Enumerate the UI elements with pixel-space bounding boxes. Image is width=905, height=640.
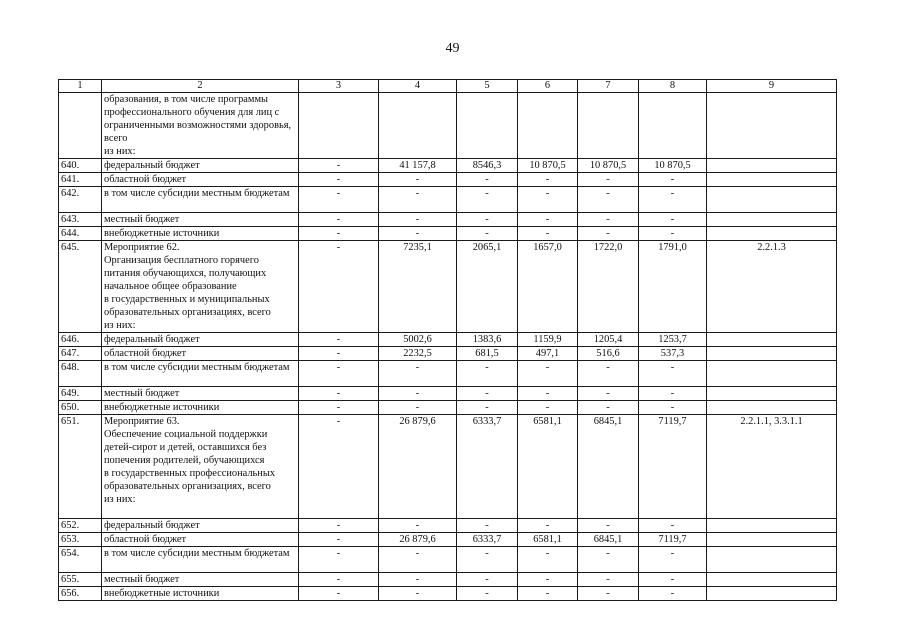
cell-col4: - bbox=[379, 387, 457, 401]
cell-col6: - bbox=[518, 213, 578, 227]
cell-col7: - bbox=[578, 387, 639, 401]
cell-col6: - bbox=[518, 187, 578, 213]
cell-col3: - bbox=[299, 347, 379, 361]
cell-col3: - bbox=[299, 159, 379, 173]
cell-col5: - bbox=[457, 187, 518, 213]
cell-col6: - bbox=[518, 361, 578, 387]
cell-number: 650. bbox=[59, 401, 102, 415]
cell-col9 bbox=[707, 187, 837, 213]
cell-col4: 26 879,6 bbox=[379, 415, 457, 519]
cell-number: 645. bbox=[59, 241, 102, 333]
cell-col9 bbox=[707, 547, 837, 573]
cell-col3: - bbox=[299, 213, 379, 227]
cell-number bbox=[59, 93, 102, 159]
cell-col3: - bbox=[299, 361, 379, 387]
cell-number: 641. bbox=[59, 173, 102, 187]
cell-col6: 1657,0 bbox=[518, 241, 578, 333]
header-cell: 2 bbox=[102, 80, 299, 93]
cell-col3: - bbox=[299, 519, 379, 533]
cell-number: 655. bbox=[59, 573, 102, 587]
cell-col9 bbox=[707, 93, 837, 159]
cell-name: федеральный бюджет bbox=[102, 333, 299, 347]
cell-col8: 1791,0 bbox=[639, 241, 707, 333]
cell-col3: - bbox=[299, 533, 379, 547]
cell-col9 bbox=[707, 573, 837, 587]
table-row bbox=[59, 241, 837, 333]
cell-col3: - bbox=[299, 173, 379, 187]
table-row bbox=[59, 519, 837, 533]
cell-name: в том числе субсидии местным бюджетам bbox=[102, 361, 299, 387]
cell-col6: - bbox=[518, 587, 578, 601]
cell-col8: - bbox=[639, 227, 707, 241]
cell-col6: - bbox=[518, 519, 578, 533]
cell-col6: - bbox=[518, 173, 578, 187]
cell-col4: - bbox=[379, 187, 457, 213]
header-cell: 9 bbox=[707, 80, 837, 93]
cell-name: областной бюджет bbox=[102, 533, 299, 547]
cell-col9 bbox=[707, 347, 837, 361]
cell-col3: - bbox=[299, 587, 379, 601]
page-number: 49 bbox=[445, 41, 460, 56]
cell-col6: - bbox=[518, 227, 578, 241]
cell-name: Мероприятие 63. Обеспечение социальной поддержки детей-сирот и детей, оставшихся без попечения родителей, обучающихся в государственных профессиональных образовательных организациях, всего из них: bbox=[102, 415, 299, 519]
cell-col5: 1383,6 bbox=[457, 333, 518, 347]
cell-col7: 10 870,5 bbox=[578, 159, 639, 173]
table-row bbox=[59, 573, 837, 587]
header-cell: 1 bbox=[59, 80, 102, 93]
cell-col4 bbox=[379, 93, 457, 159]
cell-name: федеральный бюджет bbox=[102, 519, 299, 533]
cell-col7: - bbox=[578, 573, 639, 587]
cell-col3: - bbox=[299, 187, 379, 213]
cell-col6: - bbox=[518, 387, 578, 401]
cell-col8: - bbox=[639, 519, 707, 533]
cell-col5: - bbox=[457, 361, 518, 387]
cell-name: в том числе субсидии местным бюджетам bbox=[102, 187, 299, 213]
cell-col9: 2.2.1.1, 3.3.1.1 bbox=[707, 415, 837, 519]
table-row bbox=[59, 361, 837, 387]
cell-col7: 1722,0 bbox=[578, 241, 639, 333]
cell-col7: 1205,4 bbox=[578, 333, 639, 347]
cell-number: 651. bbox=[59, 415, 102, 519]
cell-number: 643. bbox=[59, 213, 102, 227]
cell-col4: 7235,1 bbox=[379, 241, 457, 333]
cell-col5: 8546,3 bbox=[457, 159, 518, 173]
budget-table bbox=[58, 79, 837, 601]
cell-col5: - bbox=[457, 401, 518, 415]
header-cell: 7 bbox=[578, 80, 639, 93]
cell-col8: - bbox=[639, 213, 707, 227]
header-cell: 6 bbox=[518, 80, 578, 93]
cell-col5: 681,5 bbox=[457, 347, 518, 361]
cell-col8: - bbox=[639, 573, 707, 587]
cell-col4: 2232,5 bbox=[379, 347, 457, 361]
table-row bbox=[59, 93, 837, 159]
cell-col7 bbox=[578, 93, 639, 159]
header-cell: 4 bbox=[379, 80, 457, 93]
cell-number: 653. bbox=[59, 533, 102, 547]
cell-col5: - bbox=[457, 213, 518, 227]
cell-col9 bbox=[707, 587, 837, 601]
cell-name: областной бюджет bbox=[102, 347, 299, 361]
cell-col5: - bbox=[457, 587, 518, 601]
table-row bbox=[59, 387, 837, 401]
cell-col7: - bbox=[578, 401, 639, 415]
cell-col7: - bbox=[578, 227, 639, 241]
cell-col9 bbox=[707, 387, 837, 401]
cell-col8: 7119,7 bbox=[639, 415, 707, 519]
table-row bbox=[59, 213, 837, 227]
table-row bbox=[59, 159, 837, 173]
cell-col8: - bbox=[639, 387, 707, 401]
cell-col8: - bbox=[639, 547, 707, 573]
cell-col4: 5002,6 bbox=[379, 333, 457, 347]
cell-col9 bbox=[707, 519, 837, 533]
cell-col4: - bbox=[379, 547, 457, 573]
table-row bbox=[59, 333, 837, 347]
header-cell: 8 bbox=[639, 80, 707, 93]
cell-col3: - bbox=[299, 387, 379, 401]
cell-col3: - bbox=[299, 401, 379, 415]
cell-col7: 6845,1 bbox=[578, 533, 639, 547]
cell-col6: 6581,1 bbox=[518, 415, 578, 519]
cell-col9 bbox=[707, 159, 837, 173]
cell-col3: - bbox=[299, 573, 379, 587]
cell-number: 649. bbox=[59, 387, 102, 401]
cell-col8: - bbox=[639, 587, 707, 601]
cell-name: внебюджетные источники bbox=[102, 587, 299, 601]
cell-col9: 2.2.1.3 bbox=[707, 241, 837, 333]
cell-col3: - bbox=[299, 241, 379, 333]
cell-number: 656. bbox=[59, 587, 102, 601]
cell-number: 648. bbox=[59, 361, 102, 387]
cell-col4: - bbox=[379, 173, 457, 187]
cell-number: 640. bbox=[59, 159, 102, 173]
cell-name: федеральный бюджет bbox=[102, 159, 299, 173]
cell-col4: 26 879,6 bbox=[379, 533, 457, 547]
cell-col9 bbox=[707, 227, 837, 241]
cell-col4: - bbox=[379, 361, 457, 387]
table-row bbox=[59, 227, 837, 241]
cell-col3: - bbox=[299, 333, 379, 347]
cell-col5: - bbox=[457, 547, 518, 573]
cell-col8: - bbox=[639, 173, 707, 187]
cell-col6: 1159,9 bbox=[518, 333, 578, 347]
table-row bbox=[59, 187, 837, 213]
cell-name: внебюджетные источники bbox=[102, 401, 299, 415]
cell-col7: - bbox=[578, 173, 639, 187]
cell-col9 bbox=[707, 361, 837, 387]
cell-col8: - bbox=[639, 187, 707, 213]
cell-col9 bbox=[707, 213, 837, 227]
cell-name: областной бюджет bbox=[102, 173, 299, 187]
table-row bbox=[59, 587, 837, 601]
cell-col6: 10 870,5 bbox=[518, 159, 578, 173]
cell-col3: - bbox=[299, 547, 379, 573]
cell-name: в том числе субсидии местным бюджетам bbox=[102, 547, 299, 573]
cell-name: внебюджетные источники bbox=[102, 227, 299, 241]
cell-col3: - bbox=[299, 415, 379, 519]
cell-col3: - bbox=[299, 227, 379, 241]
cell-number: 646. bbox=[59, 333, 102, 347]
cell-name: местный бюджет bbox=[102, 213, 299, 227]
cell-col7: - bbox=[578, 361, 639, 387]
cell-col4: - bbox=[379, 227, 457, 241]
cell-col7: - bbox=[578, 519, 639, 533]
cell-number: 652. bbox=[59, 519, 102, 533]
cell-number: 642. bbox=[59, 187, 102, 213]
cell-col6 bbox=[518, 93, 578, 159]
cell-col7: - bbox=[578, 547, 639, 573]
cell-col4: - bbox=[379, 573, 457, 587]
cell-col6: 6581,1 bbox=[518, 533, 578, 547]
table-body bbox=[59, 80, 837, 601]
cell-col5: - bbox=[457, 227, 518, 241]
cell-col6: 497,1 bbox=[518, 347, 578, 361]
cell-number: 647. bbox=[59, 347, 102, 361]
table-row bbox=[59, 173, 837, 187]
cell-col7: - bbox=[578, 213, 639, 227]
cell-col8: 10 870,5 bbox=[639, 159, 707, 173]
cell-col7: 6845,1 bbox=[578, 415, 639, 519]
header-row bbox=[59, 80, 837, 93]
cell-col8: 7119,7 bbox=[639, 533, 707, 547]
table-row bbox=[59, 401, 837, 415]
cell-col5: - bbox=[457, 387, 518, 401]
cell-col4: 41 157,8 bbox=[379, 159, 457, 173]
cell-col8: - bbox=[639, 401, 707, 415]
table-row bbox=[59, 533, 837, 547]
cell-col5 bbox=[457, 93, 518, 159]
cell-col6: - bbox=[518, 401, 578, 415]
cell-col7: - bbox=[578, 587, 639, 601]
cell-col4: - bbox=[379, 519, 457, 533]
cell-col9 bbox=[707, 533, 837, 547]
cell-number: 654. bbox=[59, 547, 102, 573]
cell-col9 bbox=[707, 173, 837, 187]
cell-col8 bbox=[639, 93, 707, 159]
cell-col8: 1253,7 bbox=[639, 333, 707, 347]
table-row bbox=[59, 415, 837, 519]
cell-col4: - bbox=[379, 213, 457, 227]
cell-col7: 516,6 bbox=[578, 347, 639, 361]
cell-number: 644. bbox=[59, 227, 102, 241]
table-row bbox=[59, 547, 837, 573]
cell-name: местный бюджет bbox=[102, 387, 299, 401]
cell-col7: - bbox=[578, 187, 639, 213]
cell-col4: - bbox=[379, 587, 457, 601]
cell-name: местный бюджет bbox=[102, 573, 299, 587]
cell-col5: 2065,1 bbox=[457, 241, 518, 333]
cell-col6: - bbox=[518, 573, 578, 587]
cell-name: образования, в том числе программы профессионального обучения для лиц с ограниченными возможностями здоровья, всего из них: bbox=[102, 93, 299, 159]
cell-col9 bbox=[707, 401, 837, 415]
cell-col5: 6333,7 bbox=[457, 533, 518, 547]
cell-col4: - bbox=[379, 401, 457, 415]
header-cell: 3 bbox=[299, 80, 379, 93]
cell-col9 bbox=[707, 333, 837, 347]
cell-col5: 6333,7 bbox=[457, 415, 518, 519]
cell-col5: - bbox=[457, 573, 518, 587]
cell-col8: - bbox=[639, 361, 707, 387]
header-cell: 5 bbox=[457, 80, 518, 93]
cell-col8: 537,3 bbox=[639, 347, 707, 361]
cell-col3 bbox=[299, 93, 379, 159]
cell-col5: - bbox=[457, 519, 518, 533]
cell-name: Мероприятие 62. Организация бесплатного горячего питания обучающихся, получающих начальное общее образование в государственных и муниципальных образовательных организациях, всего из них: bbox=[102, 241, 299, 333]
table-row bbox=[59, 347, 837, 361]
cell-col5: - bbox=[457, 173, 518, 187]
cell-col6: - bbox=[518, 547, 578, 573]
